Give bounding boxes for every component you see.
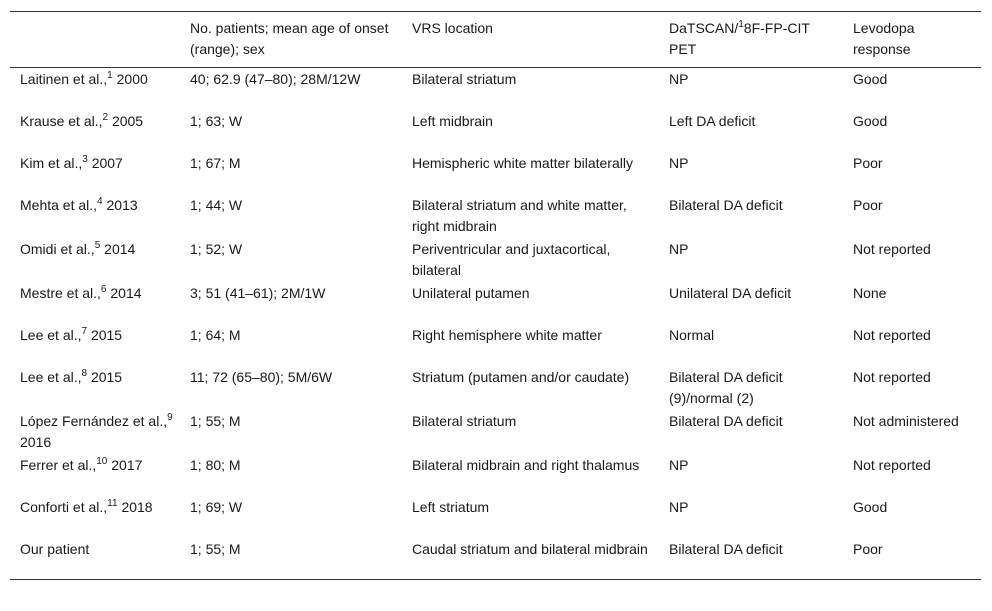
- table-row: [10, 282, 981, 324]
- cell-scan: NP: [669, 240, 689, 257]
- cell-study: [10, 238, 180, 282]
- header-scan-post: 8F-FP-CIT PET: [669, 20, 810, 57]
- cell-scan: Bilateral DA deficit: [669, 412, 783, 429]
- cell-vrs-location: Left striatum: [412, 498, 490, 515]
- study-year: 2000: [116, 71, 148, 87]
- cell-patients: 1; 69; W: [190, 498, 243, 515]
- study-author: Ferrer et al.,: [20, 456, 97, 473]
- cell-scan: Left DA deficit: [669, 112, 756, 129]
- study-year: 2013: [106, 196, 138, 213]
- study-year: 2017: [111, 456, 143, 473]
- study-year: 2015: [90, 368, 123, 385]
- study-reference: 8: [81, 367, 88, 379]
- study-author: Kim et al.,: [20, 154, 83, 171]
- cell-vrs-location: Bilateral striatum: [412, 71, 517, 87]
- cell-patients: 1; 80; M: [190, 456, 241, 473]
- cell-vrs-location: Bilateral midbrain and right thalamus: [412, 456, 640, 473]
- cell-study: [10, 152, 180, 194]
- study-reference: 1: [107, 70, 113, 81]
- table-row: [10, 68, 981, 110]
- header-patients: No. patients; mean age of onset (range); sex: [190, 20, 389, 57]
- cell-levodopa: Good: [853, 112, 888, 129]
- cell-scan: Bilateral DA deficit (9)/normal (2): [669, 368, 783, 406]
- cell-levodopa: Not reported: [853, 368, 931, 385]
- cell-patients: 1; 55; M: [190, 412, 241, 429]
- study-reference: 11: [107, 497, 118, 509]
- cell-patients: 1; 63; W: [190, 112, 243, 129]
- cell-levodopa: Good: [853, 71, 888, 87]
- cell-patients: 1; 55; M: [190, 540, 241, 557]
- cell-patients: 11; 72 (65–80); 5M/6W: [190, 368, 333, 385]
- cell-study: [10, 282, 180, 324]
- cell-vrs-location: Periventricular and juxtacortical, bilateral: [412, 240, 611, 278]
- cell-study: [10, 410, 180, 454]
- cell-study: [10, 324, 180, 366]
- cell-vrs-location: Caudal striatum and bilateral midbrain: [412, 540, 648, 557]
- study-author: Laitinen et al.,: [20, 71, 108, 87]
- cell-study: [10, 110, 180, 152]
- study-year: 2015: [90, 326, 123, 343]
- cell-levodopa: Poor: [853, 540, 883, 557]
- cell-patients: 40; 62.9 (47–80); 28M/12W: [190, 71, 361, 87]
- cell-study: [10, 68, 180, 110]
- cell-levodopa: Not reported: [853, 326, 931, 343]
- header-vrs-location: VRS location: [412, 20, 493, 36]
- table-row: [10, 538, 981, 580]
- cell-patients: 1; 67; M: [190, 154, 241, 171]
- cell-patients: 1; 44; W: [190, 196, 243, 213]
- cell-levodopa: Not administered: [853, 412, 959, 429]
- study-reference: 6: [100, 283, 107, 295]
- cell-vrs-location: Bilateral striatum: [412, 412, 517, 429]
- cell-levodopa: Poor: [853, 196, 883, 213]
- cell-levodopa: Poor: [853, 154, 883, 171]
- study-author: Conforti et al.,: [20, 498, 108, 515]
- cell-patients: 1; 64; M: [190, 326, 241, 343]
- study-author: Mehta et al.,: [20, 196, 98, 213]
- study-year: 2014: [110, 284, 142, 301]
- study-reference: 9: [167, 411, 173, 423]
- table-body: [10, 68, 981, 580]
- cell-vrs-location: Hemispheric white matter bilaterally: [412, 154, 633, 171]
- header-levodopa: Levodopa response: [853, 20, 915, 57]
- study-reference: 7: [81, 325, 88, 337]
- study-year: 2005: [111, 112, 144, 129]
- cell-scan: NP: [669, 456, 689, 473]
- header-row: [10, 12, 981, 68]
- table-row: [10, 238, 981, 282]
- cell-levodopa: None: [853, 284, 887, 301]
- study-author: Lee et al.,: [20, 326, 82, 343]
- study-year: 2007: [91, 154, 123, 171]
- cell-vrs-location: Striatum (putamen and/or caudate): [412, 368, 630, 385]
- study-reference: 2: [102, 111, 109, 123]
- cell-vrs-location: Bilateral striatum and white matter, right midbrain: [412, 196, 627, 234]
- study-author: Krause et al.,: [20, 112, 103, 129]
- study-reference: 3: [82, 153, 88, 165]
- cell-levodopa: Not reported: [853, 456, 931, 473]
- cell-scan: Unilateral DA deficit: [669, 284, 792, 301]
- table-header: [10, 12, 981, 68]
- table-row: [10, 496, 981, 538]
- cell-scan: Bilateral DA deficit: [669, 540, 783, 557]
- cell-patients: 1; 52; W: [190, 240, 243, 257]
- table-row: [10, 366, 981, 410]
- cell-patients: 3; 51 (41–61); 2M/1W: [190, 284, 326, 301]
- cell-scan: Normal: [669, 326, 715, 343]
- cell-study: [10, 538, 180, 580]
- header-scan-pre: DaTSCAN/: [669, 20, 739, 36]
- table-row: [10, 110, 981, 152]
- study-year: 2014: [104, 240, 136, 257]
- cell-scan: NP: [669, 154, 689, 171]
- cell-study: [10, 496, 180, 538]
- study-year: 2016: [20, 433, 52, 450]
- header-scan-sup: 1: [738, 19, 744, 30]
- header-scan: [659, 12, 843, 68]
- cell-vrs-location: Left midbrain: [412, 112, 493, 129]
- header-study: [10, 12, 180, 68]
- study-author: Our patient: [20, 540, 90, 557]
- cell-vrs-location: Right hemisphere white matter: [412, 326, 602, 343]
- study-reference: 4: [97, 195, 103, 207]
- literature-table: [10, 11, 981, 580]
- study-year: 2018: [121, 498, 153, 515]
- cell-study: [10, 366, 180, 410]
- study-author: Omidi et al.,: [20, 240, 95, 257]
- table-row: [10, 324, 981, 366]
- table-row: [10, 194, 981, 238]
- cell-vrs-location: Unilateral putamen: [412, 284, 530, 301]
- cell-levodopa: Not reported: [853, 240, 931, 257]
- study-author: Mestre et al.,: [20, 284, 101, 301]
- cell-scan: NP: [669, 498, 689, 515]
- literature-table-container: [10, 11, 981, 580]
- table-row: [10, 454, 981, 496]
- study-author: Lee et al.,: [20, 368, 82, 385]
- study-reference: 5: [94, 239, 101, 251]
- study-reference: 10: [96, 455, 108, 467]
- cell-study: [10, 454, 180, 496]
- cell-levodopa: Good: [853, 498, 888, 515]
- table-row: [10, 410, 981, 454]
- study-author: López Fernández et al.,: [20, 412, 168, 429]
- cell-study: [10, 194, 180, 238]
- table-row: [10, 152, 981, 194]
- cell-scan: Bilateral DA deficit: [669, 196, 783, 213]
- cell-scan: NP: [669, 71, 689, 87]
